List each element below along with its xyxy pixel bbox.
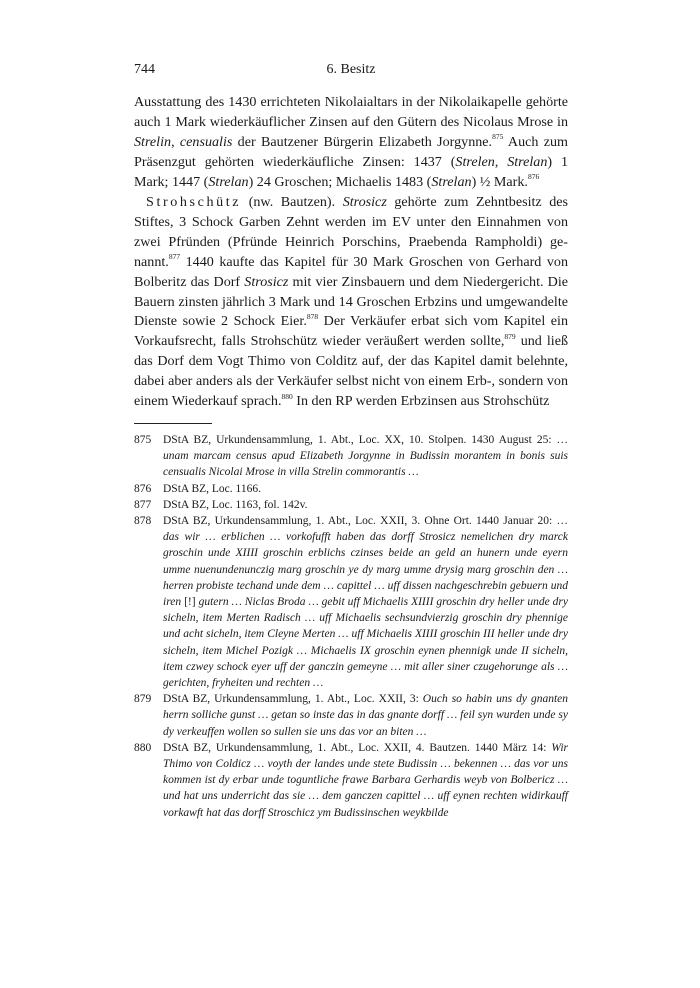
footnote-number: 877 <box>134 498 152 511</box>
text-run: Der Verkäufer erbat sich vom Kapitel ein Vorkaufsrecht, falls Strohschütz wieder veräußert werden sollte, <box>134 313 568 350</box>
quotation: unam marcam census apud Elizabeth Jorgynne in Budissin morantem in bonis suis censualis Nicolai Mrose in villa Strelin commorantis … <box>163 450 568 479</box>
footnote-877 <box>134 497 568 513</box>
quotation: Ouch so habin uns dy gnanten herrn solliche gunst … getan so inste das in das gnante dorff … feil syn wurden unde sy dy verkeuffen wollen so sullen sie uns das vor an biten … <box>163 693 569 738</box>
text-run: und ließ das Dorf dem Vogt Thimo von Colditz auf, der das Kapitel damit belehnte, dabei aber anders als der Verkäufer selbst nicht von einem Erb-, sondern von einem Wiederkauf sprach. <box>134 333 568 410</box>
text-run: ) 1 Mark; 1447 ( <box>134 153 569 190</box>
text-run: DStA BZ, Urkundensammlung, 1. Abt., Loc. XXII, 3. Ohne Ort. 1440 Januar 20: … <box>163 515 568 528</box>
footnote-ref[interactable]: 877 <box>168 251 181 261</box>
italic-term: Strelan <box>507 153 548 170</box>
text-run: DStA BZ, Urkundensammlung, 1. Abt., Loc. XXII, 3: <box>163 693 423 706</box>
text-run: In den RP werden Erbzinsen aus Strohschütz <box>292 393 550 410</box>
text-run: mit vier Zinsbauern und dem Niedergericht. Die Bauern zinsten jährlich 3 Mark und 14 Groschen Erbzins und umgewandelte Dienste sowie 2 Schock Eier. <box>134 273 568 330</box>
footnote-text <box>163 432 568 481</box>
italic-term: Strelin <box>134 133 172 150</box>
quotation: Wir Thimo von Coldicz … voyth der landes unde stete Budissin … bekennen … das vor uns kommen ist dy erbar unde toguntliche frawe Barbara Gerhardis weyb von Bolbericz … und hat uns underricht das sie … dem ganczen capittel … uff eynen rechten widirkauff vorkawft hat das dorff Stroschicz ym Budissinschen weykbilde <box>163 741 568 819</box>
page-number: 744 <box>134 62 155 77</box>
main-text <box>134 93 568 412</box>
footnote-number: 880 <box>134 741 152 754</box>
footnote-ref[interactable]: 875 <box>492 132 504 142</box>
footnote-text <box>163 513 568 691</box>
text-run: 1440 kaufte das Kapitel für 30 Mark Groschen von Gerhard von Bolberitz das Dorf <box>134 253 568 290</box>
text-run: Ausstattung des 1430 errichteten Nikolaialtars in der Nikolaikapelle gehörte auch 1 Mark wiederkäuflicher Zinsen auf den Gütern des Nicolaus Mrose in <box>134 94 568 130</box>
footnote-number: 875 <box>134 434 152 446</box>
place-heading: Strohschütz <box>146 193 242 210</box>
footnote-text: DStA BZ, Loc. 1166. <box>163 482 261 495</box>
text-run: , <box>494 153 508 170</box>
text-run: ) 24 Groschen; Michaelis 1483 ( <box>248 173 432 190</box>
footnote-ref[interactable]: 876 <box>527 172 540 182</box>
italic-term: Strelen <box>455 153 495 170</box>
quotation: das wir … erblichen … vorkofufft haben das dorff Strosicz nemelichen dry marck groschin unde XIIII groschin erblichs czinses beide an geld an hunern unde eyern umme nuenundenunczig marg groschin ye dy marg umme drysig marg groschin den … herren probiste techand unde dem … capittel … uff dissen nachgeschrebin gebuern und iren <box>163 531 568 609</box>
italic-term: Strosicz <box>244 273 289 290</box>
footnote-878 <box>134 513 568 691</box>
chapter-title: 6. Besitz <box>326 62 376 77</box>
footnote-879 <box>134 691 568 740</box>
text-run: Auch zum Präsenzgut gehörten wiederkäufliche Zinsen: 1437 ( <box>134 133 568 170</box>
footnote-text: DStA BZ, Loc. 1163, fol. 142v. <box>163 498 308 511</box>
footnote-ref[interactable]: 879 <box>504 331 516 341</box>
italic-term: Strelan <box>208 173 249 190</box>
text-run: DStA BZ, Urkundensammlung, 1. Abt., Loc. XXII, 4. Bautzen. 1440 März 14: <box>163 741 552 754</box>
text-run: , <box>171 133 180 150</box>
footnote-number: 879 <box>134 693 152 706</box>
footnote-text <box>163 740 568 821</box>
footnote-876 <box>134 481 568 497</box>
footnote-number: 878 <box>134 515 152 528</box>
footnote-ref[interactable]: 878 <box>306 311 319 321</box>
paragraph-2 <box>134 193 568 412</box>
paragraph-1 <box>134 93 568 193</box>
running-head <box>134 62 568 82</box>
footnotes <box>134 432 568 821</box>
footnote-ref[interactable]: 880 <box>281 391 293 401</box>
text-run: [!] <box>181 596 199 609</box>
text-run: DStA BZ, Urkundensammlung, 1. Abt., Loc. XX, 10. Stolpen. 1430 August 25: … <box>163 434 568 446</box>
footnote-875 <box>134 432 568 481</box>
text-run: gehörte zum Zehntbesitz des Stiftes, 3 Schock Garben Zehnt werden im EV unter den Einnahmen von zwei Pfründen (Pfründe Heinrich Porschins, Praebenda Rampholdi) genannt. <box>134 193 569 270</box>
italic-term: Strosicz <box>342 193 387 210</box>
footnote-number: 876 <box>134 482 152 495</box>
italic-term: Strelan <box>431 173 472 190</box>
footnote-rule <box>134 423 212 424</box>
text-run: (nw. Bautzen). <box>241 193 343 210</box>
footnote-880 <box>134 740 568 821</box>
italic-term: censualis <box>179 133 233 150</box>
footnote-text <box>163 691 568 740</box>
text-run: der Bautzener Bürgerin Elizabeth Jorgynne. <box>232 133 493 150</box>
text-run: ) ½ Mark. <box>471 173 528 190</box>
quotation: gutern … Niclas Broda … gebit uff Michaelis XIIII groschin dry heller unde dry sicheln, item Merten Radisch … uff Michaelis sechsundvierzig groschin dry phennige und acht sicheln, item Cleyne Merten … uff Michaelis XIIII groschin III heller unde dry sicheln, item Michel Pozigk … Michaelis IX groschin eynen phennigk unde II sicheln, item czwey schock eyer uff der ganczin gemeyne … mit aller siner czugehorunge als … gerichten, fryheiten und rechten … <box>163 596 568 690</box>
